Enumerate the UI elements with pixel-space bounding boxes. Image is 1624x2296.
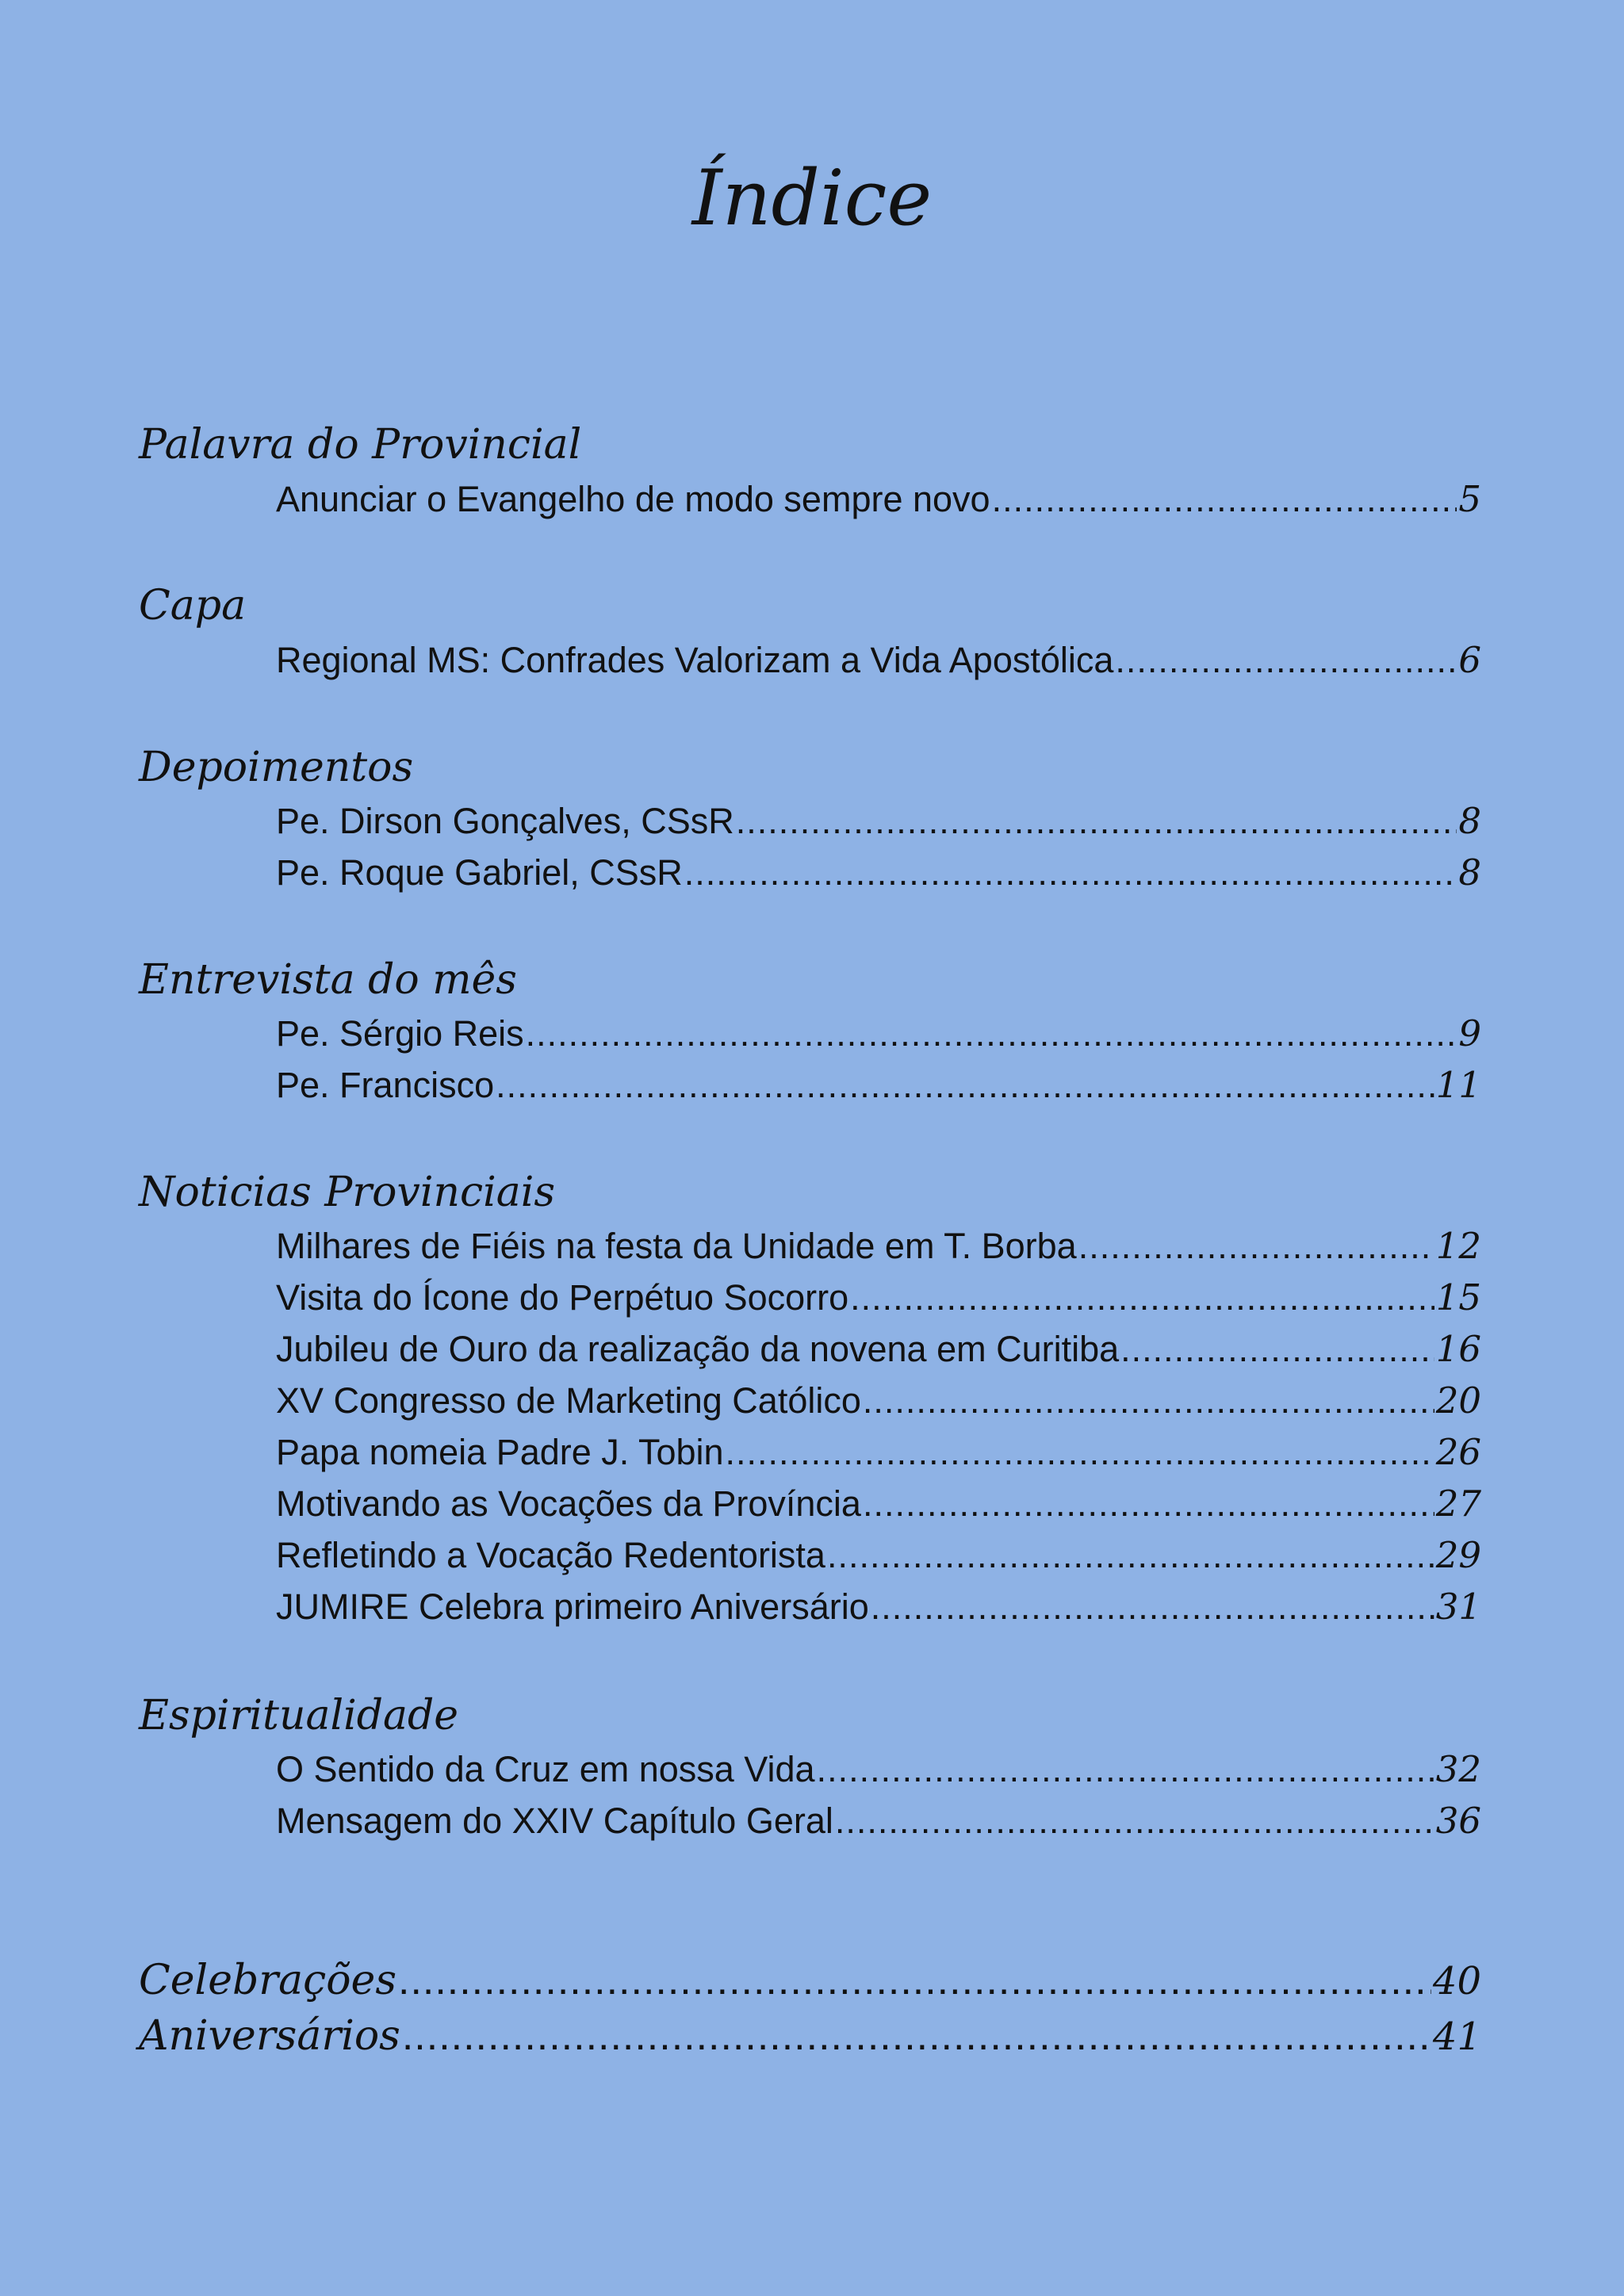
dot-leader (835, 1797, 1434, 1845)
dot-leader (863, 1480, 1434, 1528)
toc-entry-label: Mensagem do XXIV Capítulo Geral (276, 1800, 833, 1841)
dot-leader (871, 1583, 1434, 1631)
toc-entry-page: 8 (1458, 851, 1481, 894)
toc-entry-label: O Sentido da Cruz em nossa Vida (276, 1749, 815, 1789)
section-heading-entrevista-do-mes: Entrevista do mês (139, 956, 517, 1004)
toc-main-entry-label: Aniversários (139, 2012, 400, 2060)
toc-entry-label: Regional MS: Confrades Valorizam a Vida Apostólica (276, 640, 1114, 680)
section-heading-noticias-provinciais: Noticias Provinciais (139, 1169, 556, 1216)
dot-leader (496, 1062, 1434, 1109)
toc-entry[interactable] (276, 1746, 1481, 1793)
toc-main-entry-page: 40 (1432, 1959, 1481, 2003)
toc-entry[interactable] (276, 1583, 1481, 1631)
toc-entry-page: 26 (1435, 1431, 1481, 1473)
section-heading-capa: Capa (139, 582, 247, 629)
toc-entry-label: Milhares de Fiéis na festa da Unidade em T. Borba (276, 1226, 1077, 1266)
toc-entry[interactable] (276, 1429, 1481, 1476)
toc-entry[interactable] (276, 1223, 1481, 1270)
toc-entry-label: Pe. Francisco (276, 1065, 495, 1105)
toc-entry-page: 36 (1435, 1800, 1481, 1842)
toc-entry-label: Pe. Sérgio Reis (276, 1013, 524, 1054)
section-heading-espiritualidade: Espiritualidade (139, 1692, 459, 1739)
dot-leader (736, 798, 1457, 845)
toc-entry-label: Motivando as Vocações da Província (276, 1483, 861, 1524)
dot-leader (850, 1274, 1434, 1322)
toc-entry-label: Jubileu de Ouro da realização da novena em Curitiba (276, 1329, 1120, 1369)
toc-entry[interactable] (276, 1797, 1481, 1845)
toc-main-entry-celebracoes[interactable] (139, 1953, 1481, 2008)
toc-main-entry-page: 41 (1432, 2015, 1481, 2059)
toc-entry-page: 11 (1435, 1064, 1481, 1106)
toc-entry-label: Visita do Ícone do Perpétuo Socorro (276, 1277, 849, 1318)
dot-leader (398, 1953, 1431, 2008)
toc-main-entry-aniversarios[interactable] (139, 2008, 1481, 2064)
dot-leader (1078, 1223, 1434, 1270)
dot-leader (402, 2008, 1431, 2064)
toc-entry-label: Pe. Dirson Gonçalves, CSsR (276, 801, 734, 841)
toc-entry[interactable] (276, 798, 1481, 845)
toc-entry-page: 8 (1458, 800, 1481, 842)
toc-entry-page: 32 (1435, 1748, 1481, 1790)
toc-entry-label: Refletindo a Vocação Redentorista (276, 1535, 825, 1575)
page-title: Índice (691, 154, 933, 243)
toc-entry-page: 20 (1435, 1380, 1481, 1422)
section-heading-depoimentos: Depoimentos (139, 744, 414, 791)
toc-entry-label: Pe. Roque Gabriel, CSsR (276, 852, 683, 893)
dot-leader (684, 849, 1457, 897)
toc-entry-page: 15 (1435, 1276, 1481, 1318)
toc-entry-page: 6 (1458, 639, 1481, 681)
dot-leader (1120, 1326, 1434, 1373)
toc-entry[interactable] (276, 1532, 1481, 1579)
toc-entry-page: 31 (1435, 1586, 1481, 1628)
toc-entry[interactable] (276, 1480, 1481, 1528)
dot-leader (863, 1377, 1434, 1425)
toc-entry[interactable] (276, 1326, 1481, 1373)
toc-entry[interactable] (276, 1010, 1481, 1058)
dot-leader (526, 1010, 1457, 1058)
toc-entry[interactable] (276, 1377, 1481, 1425)
toc-entry[interactable] (276, 637, 1481, 684)
toc-entry[interactable] (276, 1062, 1481, 1109)
toc-entry-label: Anunciar o Evangelho de modo sempre novo (276, 479, 990, 519)
dot-leader (992, 476, 1457, 523)
toc-entry[interactable] (276, 1274, 1481, 1322)
toc-entry-page: 9 (1458, 1012, 1481, 1054)
toc-main-entry-label: Celebrações (139, 1957, 396, 2004)
dot-leader (1115, 637, 1457, 684)
toc-entry-page: 5 (1458, 478, 1481, 520)
toc-entry-label: Papa nomeia Padre J. Tobin (276, 1432, 724, 1472)
toc-entry-page: 16 (1435, 1328, 1481, 1370)
toc-entry-label: JUMIRE Celebra primeiro Aniversário (276, 1586, 869, 1627)
toc-entry[interactable] (276, 849, 1481, 897)
toc-entry[interactable] (276, 476, 1481, 523)
toc-entry-page: 27 (1435, 1483, 1481, 1525)
section-heading-palavra-do-provincial: Palavra do Provincial (139, 421, 582, 469)
dot-leader (827, 1532, 1434, 1579)
toc-entry-page: 12 (1435, 1225, 1481, 1267)
toc-entry-label: XV Congresso de Marketing Católico (276, 1380, 861, 1421)
dot-leader (726, 1429, 1434, 1476)
toc-entry-page: 29 (1435, 1534, 1481, 1576)
dot-leader (817, 1746, 1434, 1793)
